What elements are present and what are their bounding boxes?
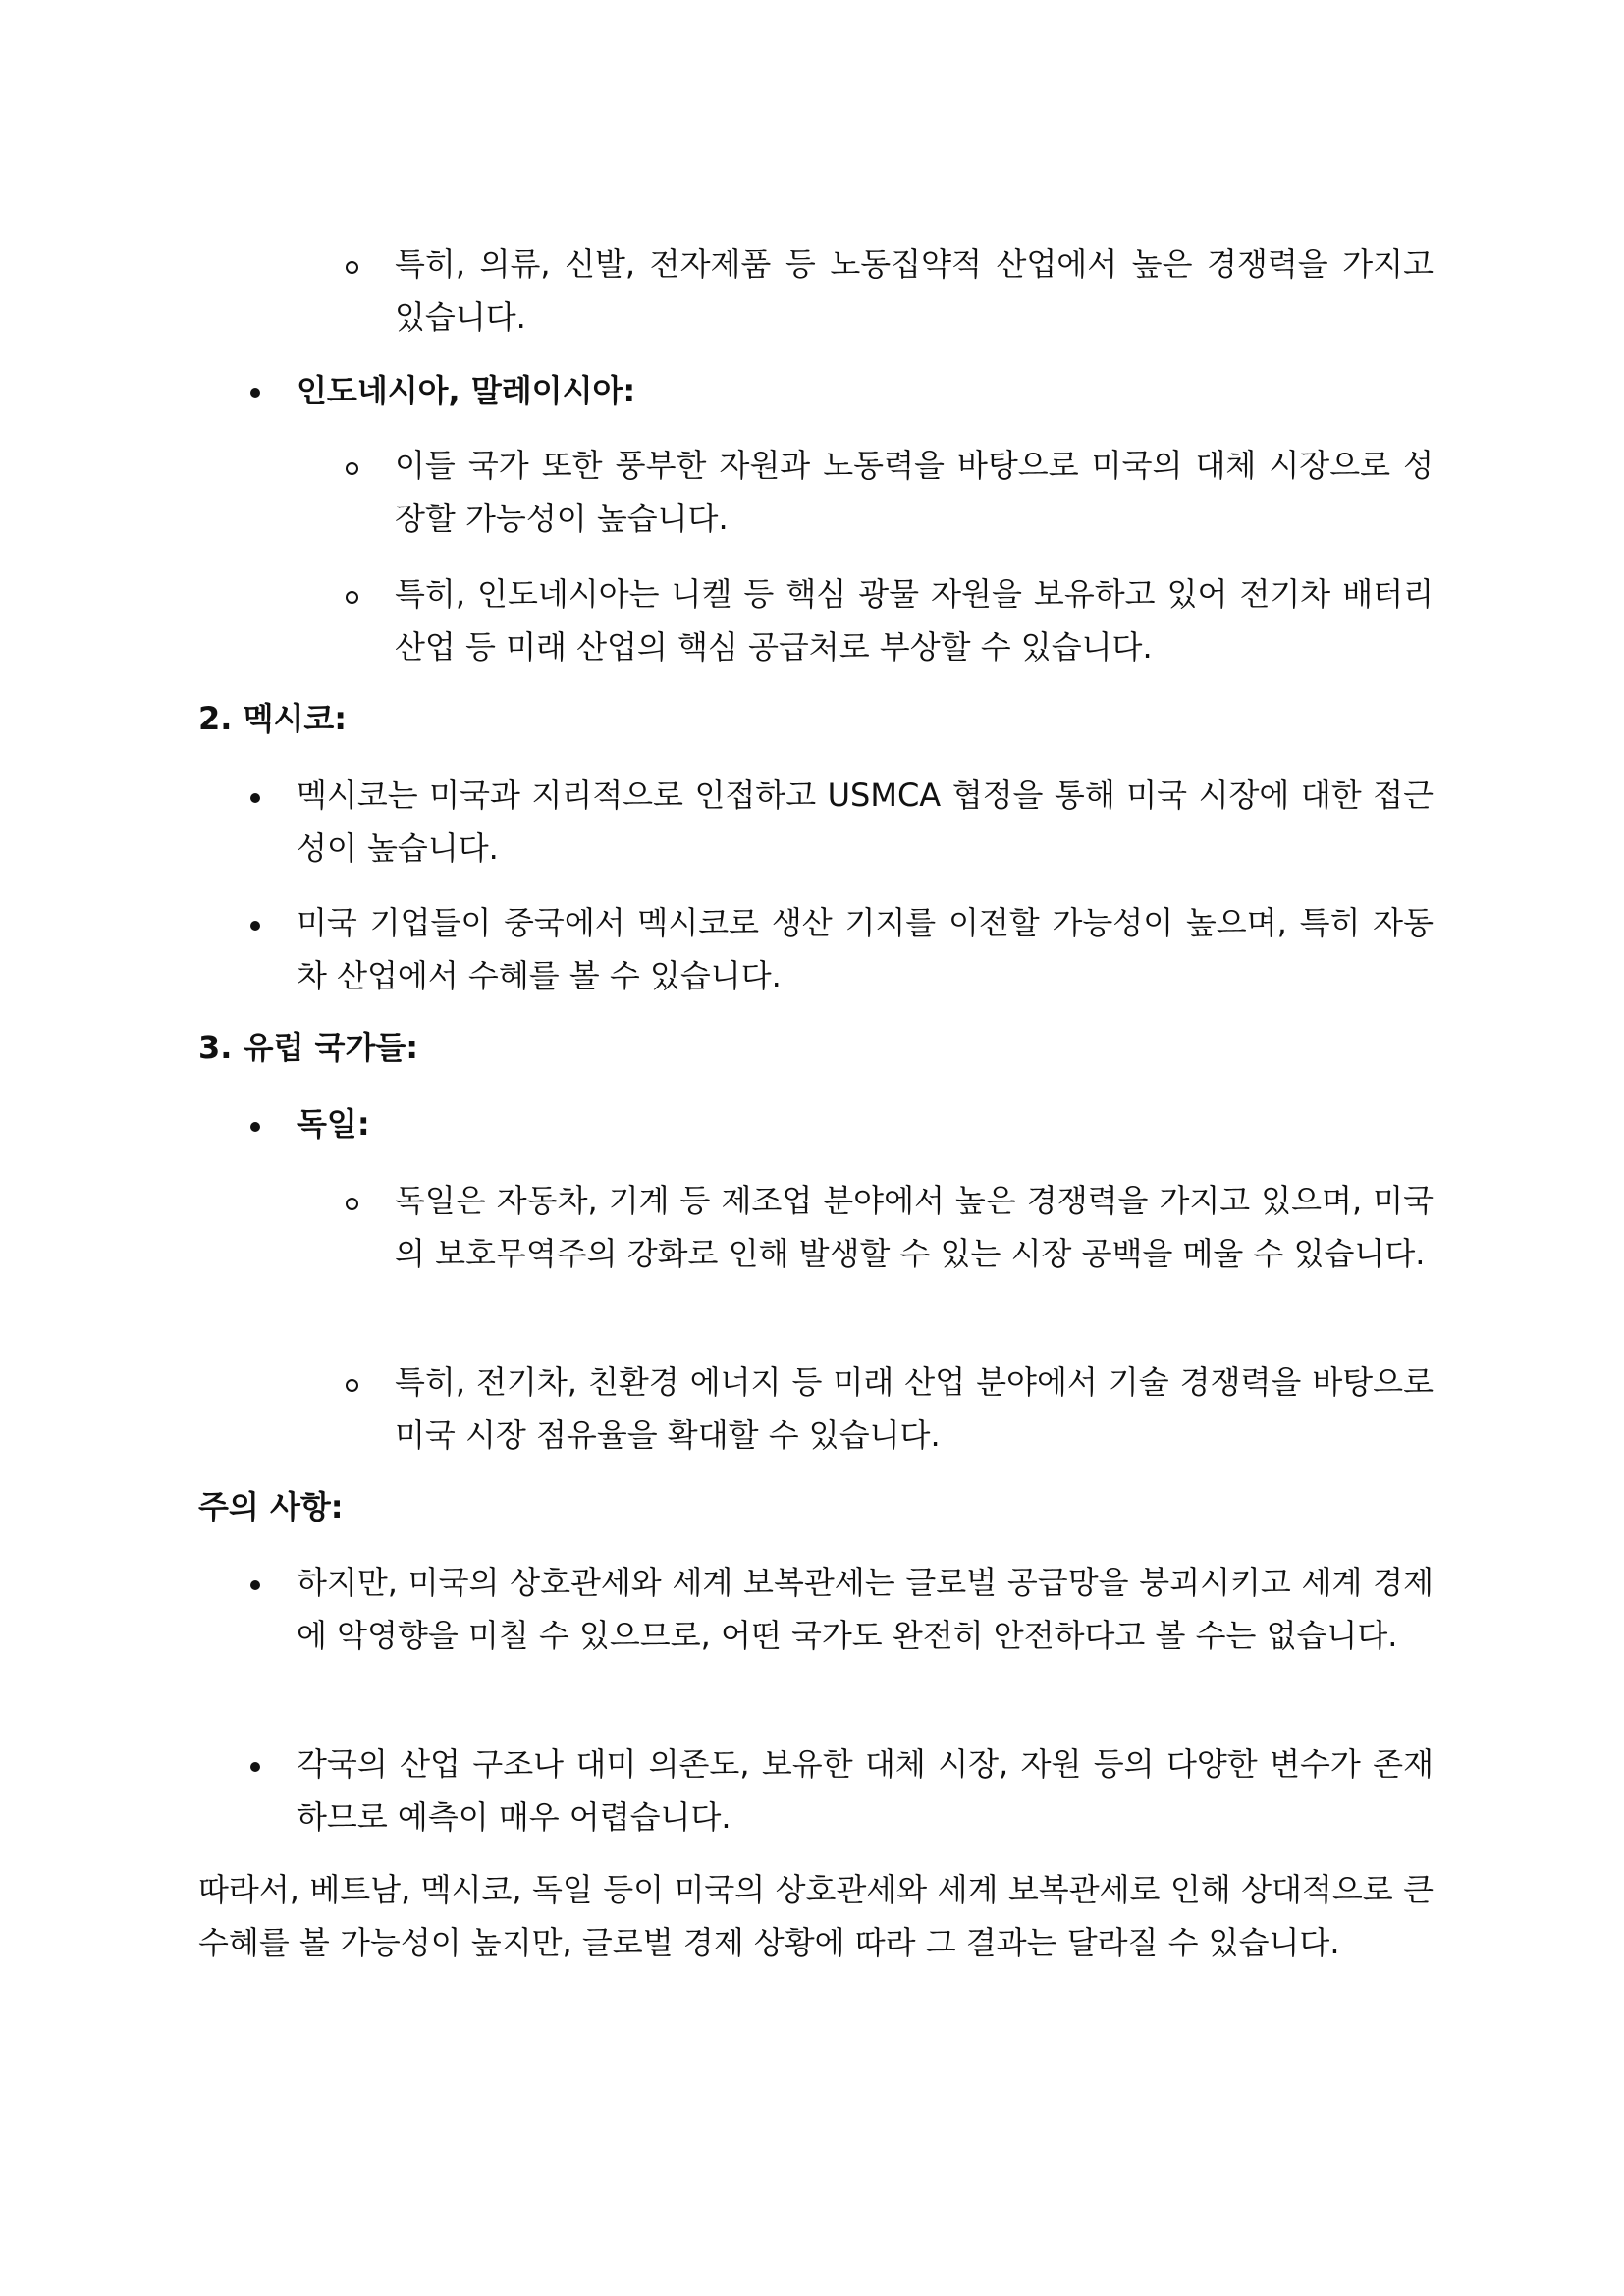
sub-bullet-circle-icon	[346, 261, 358, 274]
conclusion-paragraph: 따라서, 베트남, 멕시코, 독일 등이 미국의 상호관세와 세계 보복관세로 인해 상대적으로 큰 수혜를 볼 가능성이 높지만, 글로벌 경제 상황에 따라 그 결과는 달라질 수 있습니다.	[198, 1871, 1434, 1961]
bullet-heading: 인도네시아, 말레이시아:	[297, 372, 636, 409]
sub-bullet-text: 특히, 의류, 신발, 전자제품 등 노동집약적 산업에서 높은 경쟁력을 가지고 있습니다.	[395, 245, 1434, 336]
bullet-dot-icon	[250, 388, 260, 398]
sub-bullet-text: 이들 국가 또한 풍부한 자원과 노동력을 바탕으로 미국의 대체 시장으로 성장할 가능성이 높습니다.	[395, 447, 1434, 537]
bullet-text: 하지만, 미국의 상호관세와 세계 보복관세는 글로벌 공급망을 붕괴시키고 세계 경제에 악영향을 미칠 수 있으므로, 어떤 국가도 완전히 안전하다고 볼 수는 없습니다.	[297, 1564, 1434, 1654]
section-heading: 2. 멕시코:	[198, 700, 348, 737]
bullet-dot-icon	[250, 793, 260, 803]
bullet-dot-icon	[250, 1122, 260, 1132]
sub-bullet-circle-icon	[346, 591, 358, 604]
bullet-text: 미국 기업들이 중국에서 멕시코로 생산 기지를 이전할 가능성이 높으며, 특히 자동차 산업에서 수혜를 볼 수 있습니다.	[297, 904, 1434, 994]
section-heading: 3. 유럽 국가들:	[198, 1029, 419, 1066]
bullet-dot-icon	[250, 1580, 260, 1590]
bullet-dot-icon	[250, 1762, 260, 1772]
sub-bullet-text: 독일은 자동차, 기계 등 제조업 분야에서 높은 경쟁력을 가지고 있으며, 미국의 보호무역주의 강화로 인해 발생할 수 있는 시장 공백을 메울 수 있습니다.	[395, 1182, 1434, 1272]
sub-bullet-text: 특히, 인도네시아는 니켈 등 핵심 광물 자원을 보유하고 있어 전기차 배터리 산업 등 미래 산업의 핵심 공급처로 부상할 수 있습니다.	[395, 575, 1434, 666]
bullet-text: 멕시코는 미국과 지리적으로 인접하고 USMCA 협정을 통해 미국 시장에 대한 접근성이 높습니다.	[297, 776, 1434, 867]
sub-bullet-circle-icon	[346, 1198, 358, 1210]
sub-bullet-circle-icon	[346, 1379, 358, 1392]
bullet-dot-icon	[250, 921, 260, 931]
sub-bullet-circle-icon	[346, 462, 358, 475]
bullet-text: 각국의 산업 구조나 대미 의존도, 보유한 대체 시장, 자원 등의 다양한 변수가 존재하므로 예측이 매우 어렵습니다.	[297, 1745, 1434, 1836]
bullet-heading: 독일:	[297, 1105, 370, 1143]
sub-bullet-text: 특히, 전기차, 친환경 에너지 등 미래 산업 분야에서 기술 경쟁력을 바탕으로 미국 시장 점유율을 확대할 수 있습니다.	[395, 1363, 1434, 1454]
notes-heading: 주의 사항:	[198, 1488, 344, 1525]
